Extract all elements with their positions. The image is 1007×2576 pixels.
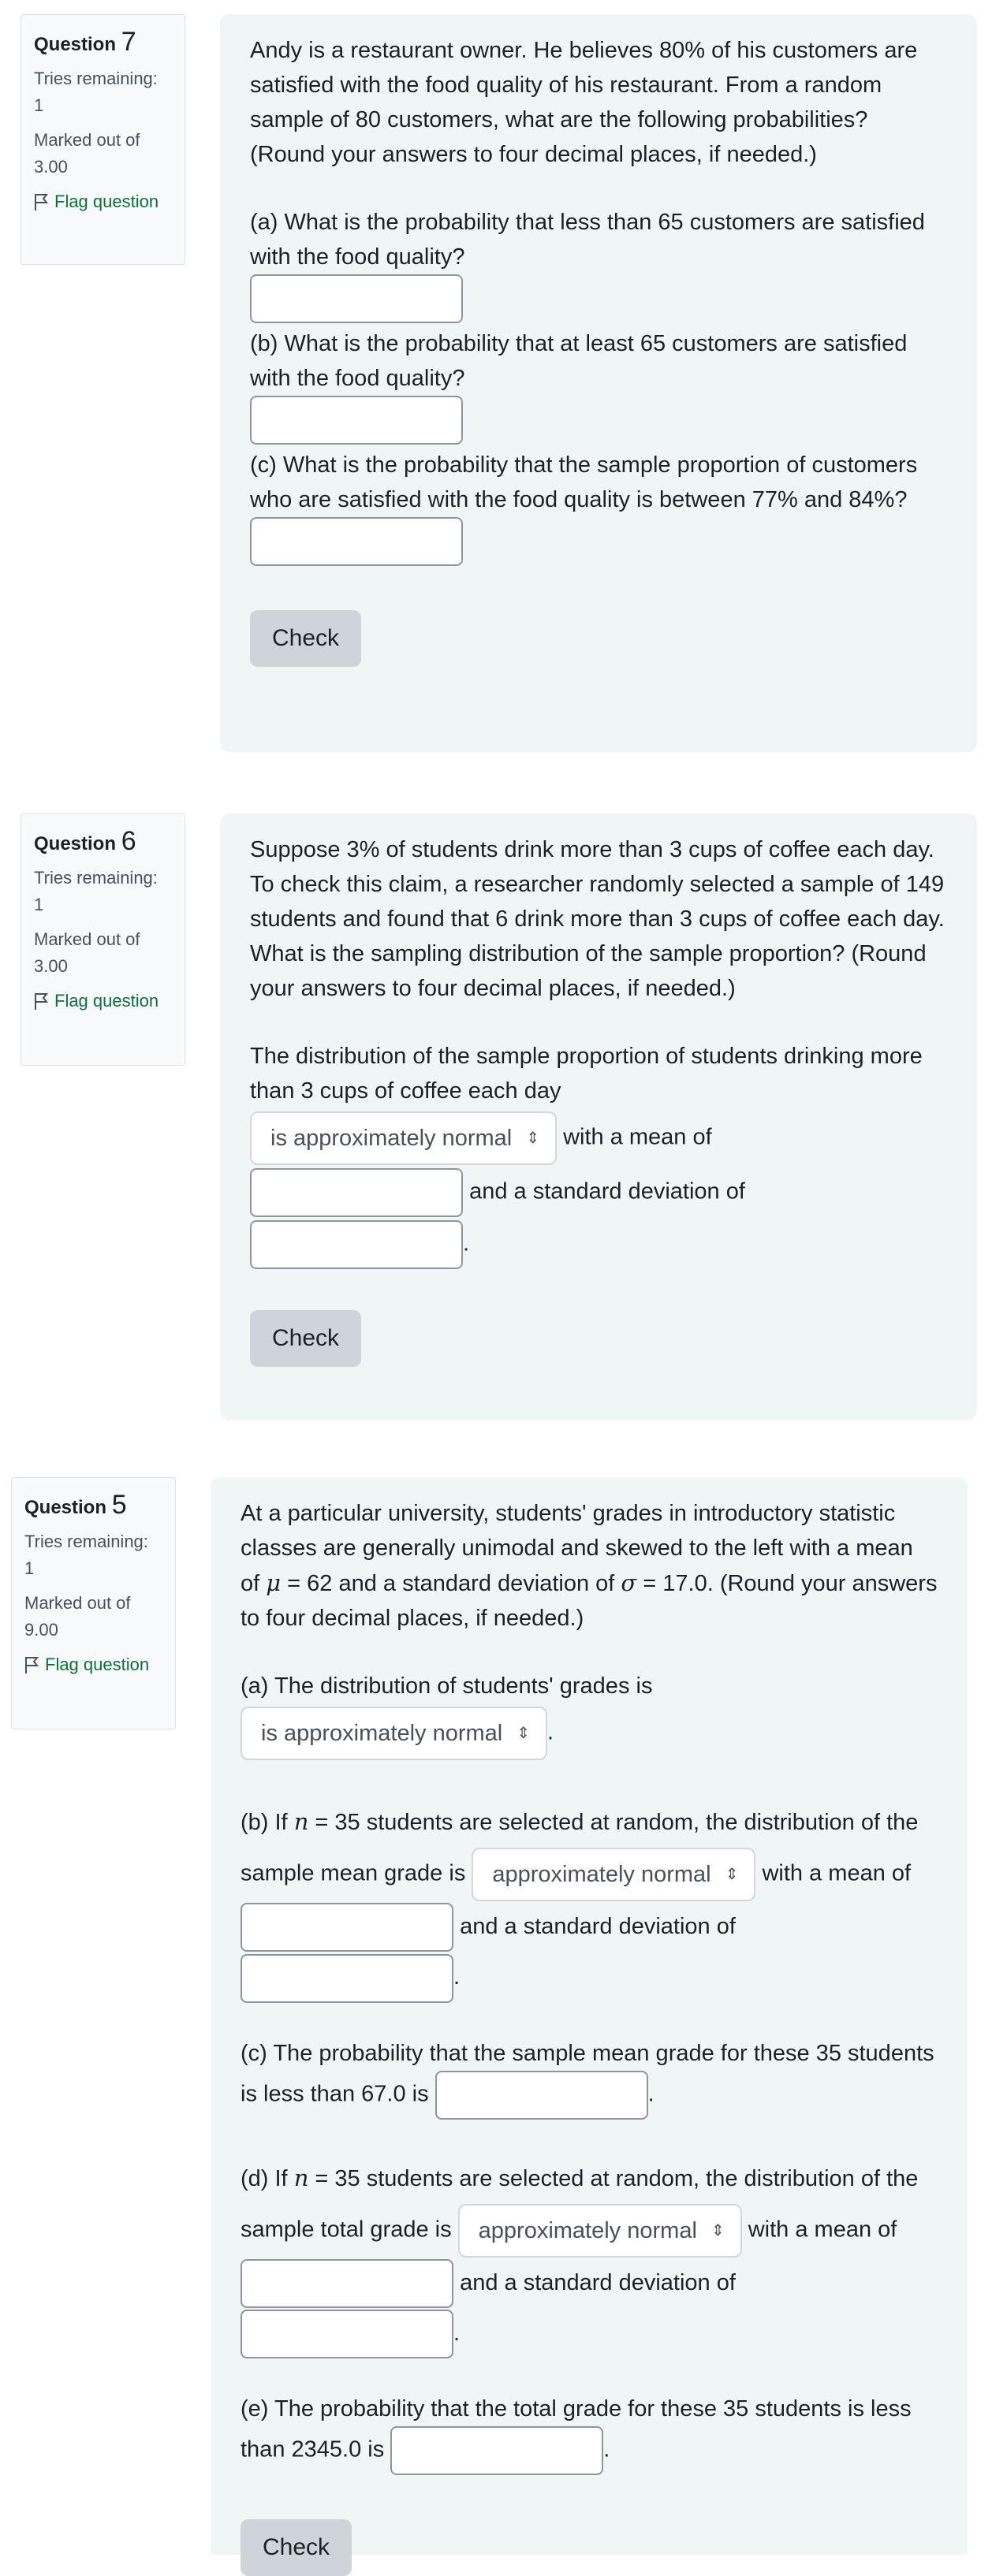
- select-arrows-icon: ⇕: [710, 2221, 725, 2239]
- question-text: Suppose 3% of students drink more than 3 cups of coffee each day. To check this claim, a researcher randomly selected a sample of 149 students and found that 6 drink more than 3 cups of coffee each day. What is the sampling distribution of the sample proportion? (Round your answers to four decimal places, if needed.): [250, 837, 945, 1001]
- n-symbol: n: [293, 1808, 309, 1835]
- part-b-select-value: approximately normal: [492, 1862, 711, 1887]
- select-arrows-icon: ⇕: [725, 1866, 739, 1883]
- period: .: [463, 1230, 470, 1256]
- flag-question-label: Flag question: [45, 1655, 150, 1674]
- part-a-text: (a) What is the probability that less than 65 customers are satisfied with the food quality?: [250, 210, 925, 270]
- distribution-text: The distribution of the sample proportion of students drinking more than 3 cups of coffee each day: [250, 1044, 923, 1104]
- part-a-select[interactable]: [241, 1707, 547, 1760]
- question-number: 5: [111, 1490, 127, 1520]
- question-content-6: [220, 813, 977, 1420]
- n-symbol: n: [293, 2164, 309, 2191]
- question-number: 7: [121, 27, 136, 57]
- marked-out-of: Marked out of 3.00: [34, 929, 140, 976]
- part-b-select[interactable]: [472, 1848, 755, 1901]
- with-mean-label: with a mean of: [563, 1124, 712, 1150]
- part-e-text: (e) The probability that the total grade for these 35 students is less than 2345.0 is .: [241, 2392, 938, 2475]
- question-text: Andy is a restaurant owner. He believes 80% of his customers are satisfied with the food quality of his restaurant. From a random sample of 80 customers, what are the following probabilities? (Round your answers to four decimal places, if needed.): [250, 38, 918, 167]
- part-d-select-value: approximately normal: [478, 2217, 697, 2243]
- part-d-select[interactable]: [458, 2204, 742, 2258]
- period: .: [547, 1719, 554, 1745]
- part-c-answer-input[interactable]: [250, 517, 463, 566]
- question-content-5: [211, 1477, 968, 2561]
- part-c-text: (c) What is the probability that the sample proportion of customers who are satisfied with the food quality is between 77% and 84%?: [250, 452, 918, 512]
- flag-icon: [34, 992, 50, 1011]
- mu-symbol: μ: [266, 1569, 282, 1596]
- marked-out-of: Marked out of 9.00: [24, 1593, 131, 1640]
- question-intro: At a particular university, students' grades in introductory statistic classes are generally unimodal and skewed to the left with a mean of μ = 62 and a standard deviation of σ = 17.0. (Round your answers to four decimal places, if needed.): [241, 1501, 938, 1631]
- part-b-text: (b) If n = 35 students are selected at random, the distribution of the sample mean grade is approximately normal ⇕ with a mean of and a standard deviation of .: [241, 1796, 938, 2003]
- check-button[interactable]: Check: [241, 2519, 352, 2576]
- question-title: Question 6: [34, 826, 136, 856]
- tries-remaining: Tries remaining: 1: [34, 69, 158, 115]
- part-a-select-value: is approximately normal: [261, 1721, 503, 1746]
- part-e-answer-input[interactable]: [390, 2426, 603, 2475]
- sd-answer-input[interactable]: [250, 1220, 463, 1269]
- flag-question-label: Flag question: [54, 991, 159, 1011]
- distribution-select[interactable]: [250, 1111, 557, 1165]
- select-arrows-icon: ⇕: [517, 1725, 530, 1742]
- part-c-answer-input[interactable]: [435, 2071, 648, 2120]
- question-number: 6: [121, 826, 136, 856]
- part-a-answer-input[interactable]: [250, 274, 463, 323]
- flag-question-link[interactable]: [24, 1651, 162, 1678]
- flag-question-label: Flag question: [54, 192, 159, 211]
- question-title: Question 5: [24, 1490, 127, 1520]
- flag-icon: [34, 192, 50, 211]
- part-a-text: (a) The distribution of students' grades is: [241, 1673, 653, 1699]
- check-button[interactable]: Check: [250, 1310, 361, 1367]
- question-title: Question 7: [34, 27, 136, 57]
- select-arrows-icon: ⇕: [526, 1130, 539, 1147]
- sigma-symbol: σ: [621, 1569, 637, 1596]
- part-b-answer-input[interactable]: [250, 396, 463, 445]
- part-b-text: (b) What is the probability that at least 65 customers are satisfied with the food quality?: [250, 331, 908, 391]
- distribution-select-value: is approximately normal: [270, 1126, 513, 1151]
- question-info-7: [21, 14, 185, 265]
- flag-question-link[interactable]: [34, 988, 172, 1014]
- mean-answer-input[interactable]: [250, 1168, 463, 1217]
- part-d-text: (d) If n = 35 students are selected at random, the distribution of the sample total grade is approximately normal ⇕ with a mean of and a standard deviation of .: [241, 2153, 938, 2359]
- flag-question-link[interactable]: [34, 188, 172, 215]
- tries-remaining: Tries remaining: 1: [34, 868, 158, 914]
- and-sd-label: and a standard deviation of: [469, 1178, 745, 1204]
- part-b-sd-input[interactable]: [241, 1954, 453, 2003]
- marked-out-of: Marked out of 3.00: [34, 130, 140, 177]
- part-d-mean-input[interactable]: [241, 2259, 453, 2308]
- question-info-5: [11, 1477, 176, 1729]
- part-b-mean-input[interactable]: [241, 1903, 453, 1952]
- question-content-7: [220, 14, 977, 752]
- tries-remaining: Tries remaining: 1: [24, 1532, 148, 1578]
- check-button[interactable]: Check: [250, 610, 361, 667]
- question-info-6: [21, 813, 185, 1066]
- flag-icon: [24, 1655, 40, 1674]
- part-c-text: (c) The probability that the sample mean grade for these 35 students is less than 67.0 is .: [241, 2036, 938, 2120]
- part-d-sd-input[interactable]: [241, 2310, 453, 2358]
